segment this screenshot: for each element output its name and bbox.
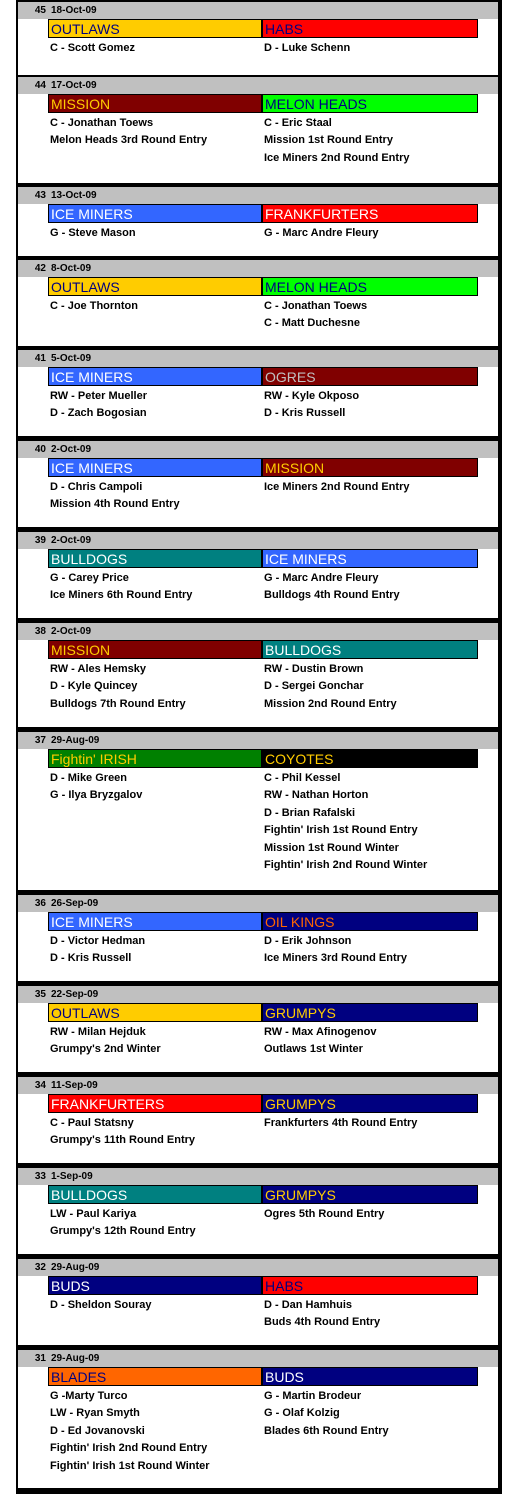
trade-number: 34	[34, 1080, 46, 1091]
assets-left-column	[50, 1297, 151, 1314]
team-left-name: BLADES	[48, 1367, 262, 1386]
team-left-name: FRANKFURTERS	[48, 1094, 262, 1113]
trade-header	[18, 260, 498, 277]
trade-teams	[48, 1094, 478, 1115]
asset-item: Bulldogs 4th Round Entry	[264, 589, 400, 602]
assets-left-column	[50, 933, 145, 968]
trade-date: 2-Oct-09	[51, 626, 92, 637]
trade-teams	[48, 1185, 478, 1206]
asset-item: G - Marc Andre Fleury	[264, 227, 379, 239]
trade-date: 22-Sep-09	[51, 989, 99, 1000]
team-left-name: OUTLAWS	[48, 1003, 262, 1022]
team-left-name: BULLDOGS	[48, 549, 262, 568]
trade-header	[18, 532, 498, 549]
asset-item: G - Ilya Bryzgalov	[50, 789, 143, 802]
trade-teams	[48, 640, 478, 661]
assets-right-column	[264, 1115, 417, 1132]
assets-right-column	[264, 479, 409, 496]
trade-number: 41	[34, 353, 46, 364]
asset-item: D - Luke Schenn	[264, 42, 351, 54]
asset-item: D - Ed Jovanovski	[50, 1424, 145, 1437]
trade-date: 18-Oct-09	[51, 5, 97, 16]
team-left-name: MISSION	[48, 94, 262, 113]
team-right-name: FRANKFURTERS	[262, 204, 478, 223]
trade-date: 5-Oct-09	[51, 353, 92, 364]
assets-right-column	[264, 40, 350, 57]
asset-item: D - Erik Johnson	[264, 935, 352, 947]
asset-item: Grumpy's 11th Round Entry	[50, 1134, 196, 1147]
trade-number: 45	[34, 5, 46, 16]
trade-header	[18, 2, 498, 19]
asset-item: G - Olaf Kolzig	[264, 1407, 340, 1420]
assets-right-column	[264, 298, 367, 333]
trade-number: 40	[34, 444, 46, 455]
asset-item: C - Joe Thornton	[50, 300, 138, 312]
trade-block	[18, 2, 498, 75]
trade-header	[18, 1077, 498, 1094]
trade-teams	[48, 458, 478, 479]
asset-item: D - Dan Hamhuis	[264, 1299, 353, 1311]
trade-number: 33	[34, 1171, 46, 1182]
asset-item: C - Paul Statsny	[50, 1117, 134, 1129]
team-left-name: OUTLAWS	[48, 277, 262, 296]
trade-number: 42	[34, 263, 46, 274]
trade-number: 44	[34, 80, 46, 91]
assets-right-column	[264, 770, 427, 874]
assets-left-column	[50, 1206, 196, 1241]
trade-teams	[48, 1367, 478, 1388]
trade-teams	[48, 204, 478, 225]
trade-date: 26-Sep-09	[51, 898, 99, 909]
asset-item: D - Zach Bogosian	[50, 407, 147, 420]
trade-number: 39	[34, 535, 46, 546]
asset-item: RW - Dustin Brown	[264, 663, 364, 675]
trade-date: 2-Oct-09	[51, 535, 92, 546]
asset-item: D - Sheldon Souray	[50, 1299, 152, 1311]
asset-item: Grumpy's 12th Round Entry	[50, 1225, 196, 1238]
asset-item: Frankfurters 4th Round Entry	[264, 1117, 418, 1129]
trade-header	[18, 77, 498, 94]
assets-left-column	[50, 770, 142, 805]
trade-block	[18, 441, 498, 527]
asset-item: G - Martin Brodeur	[264, 1390, 362, 1402]
team-right-name: BUDS	[262, 1367, 478, 1386]
trade-teams	[48, 19, 478, 40]
assets-left-column	[50, 1115, 195, 1150]
assets-left-column	[50, 298, 138, 315]
assets-right-column	[264, 1024, 376, 1059]
assets-left-column	[50, 388, 147, 423]
team-left-name: ICE MINERS	[48, 204, 262, 223]
assets-right-column	[264, 1206, 384, 1223]
asset-item: D - Kris Russell	[50, 952, 132, 965]
assets-right-column	[264, 115, 409, 167]
asset-item: C - Jonathan Toews	[50, 117, 154, 129]
asset-item: LW - Paul Kariya	[50, 1208, 137, 1220]
assets-left-column	[50, 1388, 210, 1475]
trade-header	[18, 986, 498, 1003]
trade-header	[18, 187, 498, 204]
asset-item: RW - Kyle Okposo	[264, 390, 360, 402]
trade-number: 35	[34, 989, 46, 1000]
trade-header	[18, 895, 498, 912]
asset-item: RW - Milan Hejduk	[50, 1026, 146, 1038]
asset-item: D - Mike Green	[50, 772, 128, 784]
trade-teams	[48, 1003, 478, 1024]
trade-header	[18, 1350, 498, 1367]
trade-teams	[48, 912, 478, 933]
assets-right-column	[264, 661, 397, 713]
trade-teams	[48, 749, 478, 770]
team-right-name: GRUMPYS	[262, 1094, 478, 1113]
asset-item: RW - Peter Mueller	[50, 390, 147, 402]
team-left-name: Fightin' IRISH	[48, 749, 262, 768]
trade-teams	[48, 549, 478, 570]
assets-right-column	[264, 933, 407, 968]
asset-item: Bulldogs 7th Round Entry	[50, 697, 186, 710]
assets-right-column	[264, 388, 359, 423]
trade-block	[18, 895, 498, 981]
asset-item: Ice Miners 3rd Round Entry	[264, 952, 408, 965]
trade-teams	[48, 1276, 478, 1297]
asset-item: G -Marty Turco	[50, 1390, 128, 1402]
team-right-name: MELON HEADS	[262, 277, 478, 296]
asset-item: C - Eric Staal	[264, 117, 332, 129]
asset-item: Fightin' Irish 2nd Round Winter	[264, 858, 428, 871]
asset-item: D - Kyle Quincey	[50, 680, 138, 693]
trade-date: 13-Oct-09	[51, 190, 97, 201]
trade-header	[18, 350, 498, 367]
asset-item: C - Phil Kessel	[264, 772, 341, 784]
trade-date: 2-Oct-09	[51, 444, 92, 455]
asset-item: G - Steve Mason	[50, 227, 136, 239]
asset-item: Fightin' Irish 2nd Round Entry	[50, 1442, 208, 1455]
assets-left-column	[50, 225, 136, 242]
team-right-name: OIL KINGS	[262, 912, 478, 931]
asset-item: Ice Miners 2nd Round Entry	[264, 481, 410, 493]
asset-item: LW - Ryan Smyth	[50, 1407, 140, 1420]
trade-teams	[48, 277, 478, 298]
trade-block	[18, 1350, 498, 1488]
asset-item: Mission 1st Round Winter	[264, 841, 399, 854]
team-left-name: BULLDOGS	[48, 1185, 262, 1204]
trade-teams	[48, 94, 478, 115]
asset-item: D - Brian Rafalski	[264, 806, 356, 819]
trade-number: 32	[34, 1262, 46, 1273]
asset-item: C - Matt Duchesne	[264, 317, 360, 330]
asset-item: RW - Ales Hemsky	[50, 663, 146, 675]
assets-right-column	[264, 570, 400, 605]
asset-item: D - Chris Campoli	[50, 481, 143, 493]
team-right-name: HABS	[262, 1276, 478, 1295]
team-right-name: BULLDOGS	[262, 640, 478, 659]
trade-header	[18, 732, 498, 749]
assets-left-column	[50, 570, 192, 605]
trade-teams	[48, 367, 478, 388]
assets-left-column	[50, 1024, 161, 1059]
asset-item: C - Jonathan Toews	[264, 300, 368, 312]
team-right-name: MISSION	[262, 458, 478, 477]
trade-date: 1-Sep-09	[51, 1171, 93, 1182]
team-right-name: MELON HEADS	[262, 94, 478, 113]
asset-item: Grumpy's 2nd Winter	[50, 1043, 161, 1056]
trade-date: 29-Aug-09	[51, 735, 100, 746]
team-left-name: BUDS	[48, 1276, 262, 1295]
asset-item: D - Sergei Gonchar	[264, 680, 364, 693]
assets-left-column	[50, 40, 135, 57]
asset-item: Ice Miners 6th Round Entry	[50, 589, 193, 602]
trade-block	[18, 1168, 498, 1254]
team-right-name: ICE MINERS	[262, 549, 478, 568]
asset-item: Ogres 5th Round Entry	[264, 1208, 385, 1220]
asset-item: G - Carey Price	[50, 572, 129, 584]
trade-header	[18, 1259, 498, 1276]
team-left-name: ICE MINERS	[48, 458, 262, 477]
asset-item: Outlaws 1st Winter	[264, 1043, 363, 1056]
team-right-name: GRUMPYS	[262, 1185, 478, 1204]
asset-item: Mission 1st Round Entry	[264, 134, 393, 147]
team-right-name: COYOTES	[262, 749, 478, 768]
asset-item: Mission 2nd Round Entry	[264, 697, 397, 710]
assets-left-column	[50, 115, 207, 150]
asset-item: G - Marc Andre Fleury	[264, 572, 379, 584]
asset-item: Blades 6th Round Entry	[264, 1424, 389, 1437]
asset-item: D - Victor Hedman	[50, 935, 146, 947]
assets-left-column	[50, 479, 180, 514]
assets-right-column	[264, 1297, 380, 1332]
trade-block	[18, 77, 498, 183]
asset-item: D - Kris Russell	[264, 407, 346, 420]
trade-date: 29-Aug-09	[51, 1353, 100, 1364]
team-right-name: GRUMPYS	[262, 1003, 478, 1022]
team-left-name: ICE MINERS	[48, 367, 262, 386]
trade-block	[18, 532, 498, 618]
trade-block	[18, 986, 498, 1072]
asset-item: RW - Nathan Horton	[264, 789, 369, 802]
team-left-name: MISSION	[48, 640, 262, 659]
trade-date: 29-Aug-09	[51, 1262, 100, 1273]
assets-left-column	[50, 661, 186, 713]
trade-block	[18, 260, 498, 346]
trade-number: 38	[34, 626, 46, 637]
trade-block	[18, 732, 498, 890]
team-left-name: ICE MINERS	[48, 912, 262, 931]
assets-right-column	[264, 225, 379, 242]
asset-item: Ice Miners 2nd Round Entry	[264, 151, 410, 164]
trade-date: 11-Sep-09	[51, 1080, 98, 1091]
team-right-name: HABS	[262, 19, 478, 38]
trade-header	[18, 623, 498, 640]
asset-item: C - Scott Gomez	[50, 42, 135, 54]
trade-date: 17-Oct-09	[51, 80, 97, 91]
trade-number: 36	[34, 898, 46, 909]
team-left-name: OUTLAWS	[48, 19, 262, 38]
asset-item: Buds 4th Round Entry	[264, 1316, 381, 1329]
trade-header	[18, 441, 498, 458]
trade-date: 8-Oct-09	[51, 263, 92, 274]
asset-item: Mission 4th Round Entry	[50, 498, 180, 511]
team-right-name: OGRES	[262, 367, 478, 386]
trade-number: 37	[34, 735, 46, 746]
asset-item: Fightin' Irish 1st Round Entry	[264, 824, 418, 837]
assets-right-column	[264, 1388, 389, 1440]
trade-block	[18, 1259, 498, 1345]
trade-header	[18, 1168, 498, 1185]
asset-item: Melon Heads 3rd Round Entry	[50, 134, 208, 147]
trade-list	[16, 0, 502, 1494]
trade-block	[18, 187, 498, 256]
asset-item: Fightin' Irish 1st Round Winter	[50, 1459, 210, 1472]
trade-number: 43	[34, 190, 46, 201]
trade-block	[18, 350, 498, 436]
trade-block	[18, 623, 498, 727]
asset-item: RW - Max Afinogenov	[264, 1026, 377, 1038]
trade-number: 31	[34, 1353, 46, 1364]
trade-block	[18, 1077, 498, 1163]
